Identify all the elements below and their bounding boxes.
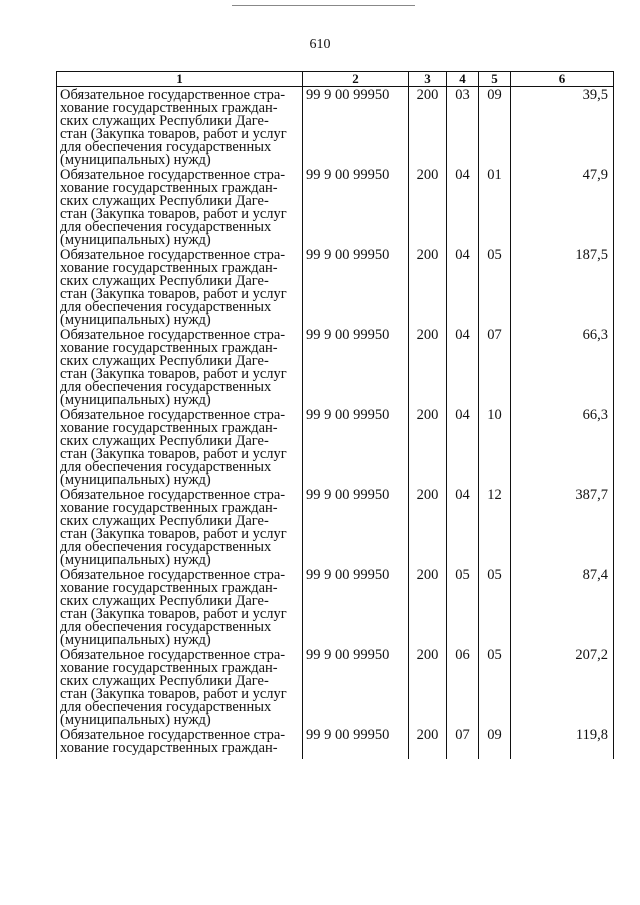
row-col3: 200 xyxy=(409,407,447,487)
row-code: 99 9 00 99950 xyxy=(303,167,409,247)
row-code: 99 9 00 99950 xyxy=(303,567,409,647)
row-description: Обязательное государственное стра- хование государственных граждан- xyxy=(57,727,303,759)
row-amount: 47,9 xyxy=(511,167,614,247)
row-col5: 01 xyxy=(479,167,511,247)
row-col3: 200 xyxy=(409,487,447,567)
row-code: 99 9 00 99950 xyxy=(303,647,409,727)
row-col5: 05 xyxy=(479,647,511,727)
row-description: Обязательное государственное стра- хование государственных граждан- ских служащих Республики Даге- стан (Закупка товаров, работ и услуг для обеспечения государственных (муниципальных) нужд) xyxy=(57,247,303,327)
row-col3: 200 xyxy=(409,247,447,327)
row-col3: 200 xyxy=(409,327,447,407)
row-description: Обязательное государственное стра- хование государственных граждан- ских служащих Республики Даге- стан (Закупка товаров, работ и услуг для обеспечения государственных (муниципальных) нужд) xyxy=(57,487,303,567)
row-col4: 07 xyxy=(447,727,479,759)
row-description: Обязательное государственное стра- хование государственных граждан- ских служащих Республики Даге- стан (Закупка товаров, работ и услуг для обеспечения государственных (муниципальных) нужд) xyxy=(57,327,303,407)
row-amount: 66,3 xyxy=(511,327,614,407)
table-row xyxy=(57,247,614,327)
table-row xyxy=(57,167,614,247)
row-col4: 04 xyxy=(447,167,479,247)
column-header: 3 xyxy=(409,72,447,87)
column-header: 5 xyxy=(479,72,511,87)
column-header: 6 xyxy=(511,72,614,87)
table-row xyxy=(57,327,614,407)
table-row xyxy=(57,487,614,567)
table-row xyxy=(57,407,614,487)
table-header-row xyxy=(57,72,614,87)
row-code: 99 9 00 99950 xyxy=(303,487,409,567)
row-col3: 200 xyxy=(409,727,447,759)
row-col5: 05 xyxy=(479,567,511,647)
table-row xyxy=(57,647,614,727)
table-row xyxy=(57,567,614,647)
row-code: 99 9 00 99950 xyxy=(303,247,409,327)
table-row xyxy=(57,727,614,759)
row-description: Обязательное государственное стра- хование государственных граждан- ских служащих Республики Даге- стан (Закупка товаров, работ и услуг для обеспечения государственных (муниципальных) нужд) xyxy=(57,647,303,727)
row-amount: 119,8 xyxy=(511,727,614,759)
row-amount: 207,2 xyxy=(511,647,614,727)
row-description: Обязательное государственное стра- хование государственных граждан- ских служащих Республики Даге- стан (Закупка товаров, работ и услуг для обеспечения государственных (муниципальных) нужд) xyxy=(57,407,303,487)
column-header: 2 xyxy=(303,72,409,87)
column-header: 1 xyxy=(57,72,303,87)
row-col4: 04 xyxy=(447,487,479,567)
row-col3: 200 xyxy=(409,647,447,727)
row-description: Обязательное государственное стра- хование государственных граждан- ских служащих Республики Даге- стан (Закупка товаров, работ и услуг для обеспечения государственных (муниципальных) нужд) xyxy=(57,167,303,247)
row-code: 99 9 00 99950 xyxy=(303,87,409,168)
row-code: 99 9 00 99950 xyxy=(303,407,409,487)
row-code: 99 9 00 99950 xyxy=(303,327,409,407)
row-col3: 200 xyxy=(409,87,447,168)
row-col4: 05 xyxy=(447,567,479,647)
row-amount: 39,5 xyxy=(511,87,614,168)
row-col5: 07 xyxy=(479,327,511,407)
budget-table xyxy=(56,71,614,759)
row-col3: 200 xyxy=(409,167,447,247)
table-row xyxy=(57,87,614,168)
page-number: 610 xyxy=(309,37,331,52)
row-col4: 04 xyxy=(447,327,479,407)
row-col5: 09 xyxy=(479,727,511,759)
row-col5: 05 xyxy=(479,247,511,327)
row-col5: 10 xyxy=(479,407,511,487)
row-col4: 03 xyxy=(447,87,479,168)
row-code: 99 9 00 99950 xyxy=(303,727,409,759)
row-amount: 187,5 xyxy=(511,247,614,327)
row-col4: 06 xyxy=(447,647,479,727)
top-rule xyxy=(232,5,415,6)
row-amount: 87,4 xyxy=(511,567,614,647)
row-col5: 12 xyxy=(479,487,511,567)
row-amount: 66,3 xyxy=(511,407,614,487)
row-col3: 200 xyxy=(409,567,447,647)
row-amount: 387,7 xyxy=(511,487,614,567)
row-col5: 09 xyxy=(479,87,511,168)
column-header: 4 xyxy=(447,72,479,87)
row-description: Обязательное государственное стра- хование государственных граждан- ских служащих Республики Даге- стан (Закупка товаров, работ и услуг для обеспечения государственных (муниципальных) нужд) xyxy=(57,567,303,647)
row-description: Обязательное государственное стра- хование государственных граждан- ских служащих Республики Даге- стан (Закупка товаров, работ и услуг для обеспечения государственных (муниципальных) нужд) xyxy=(57,87,303,168)
row-col4: 04 xyxy=(447,247,479,327)
row-col4: 04 xyxy=(447,407,479,487)
